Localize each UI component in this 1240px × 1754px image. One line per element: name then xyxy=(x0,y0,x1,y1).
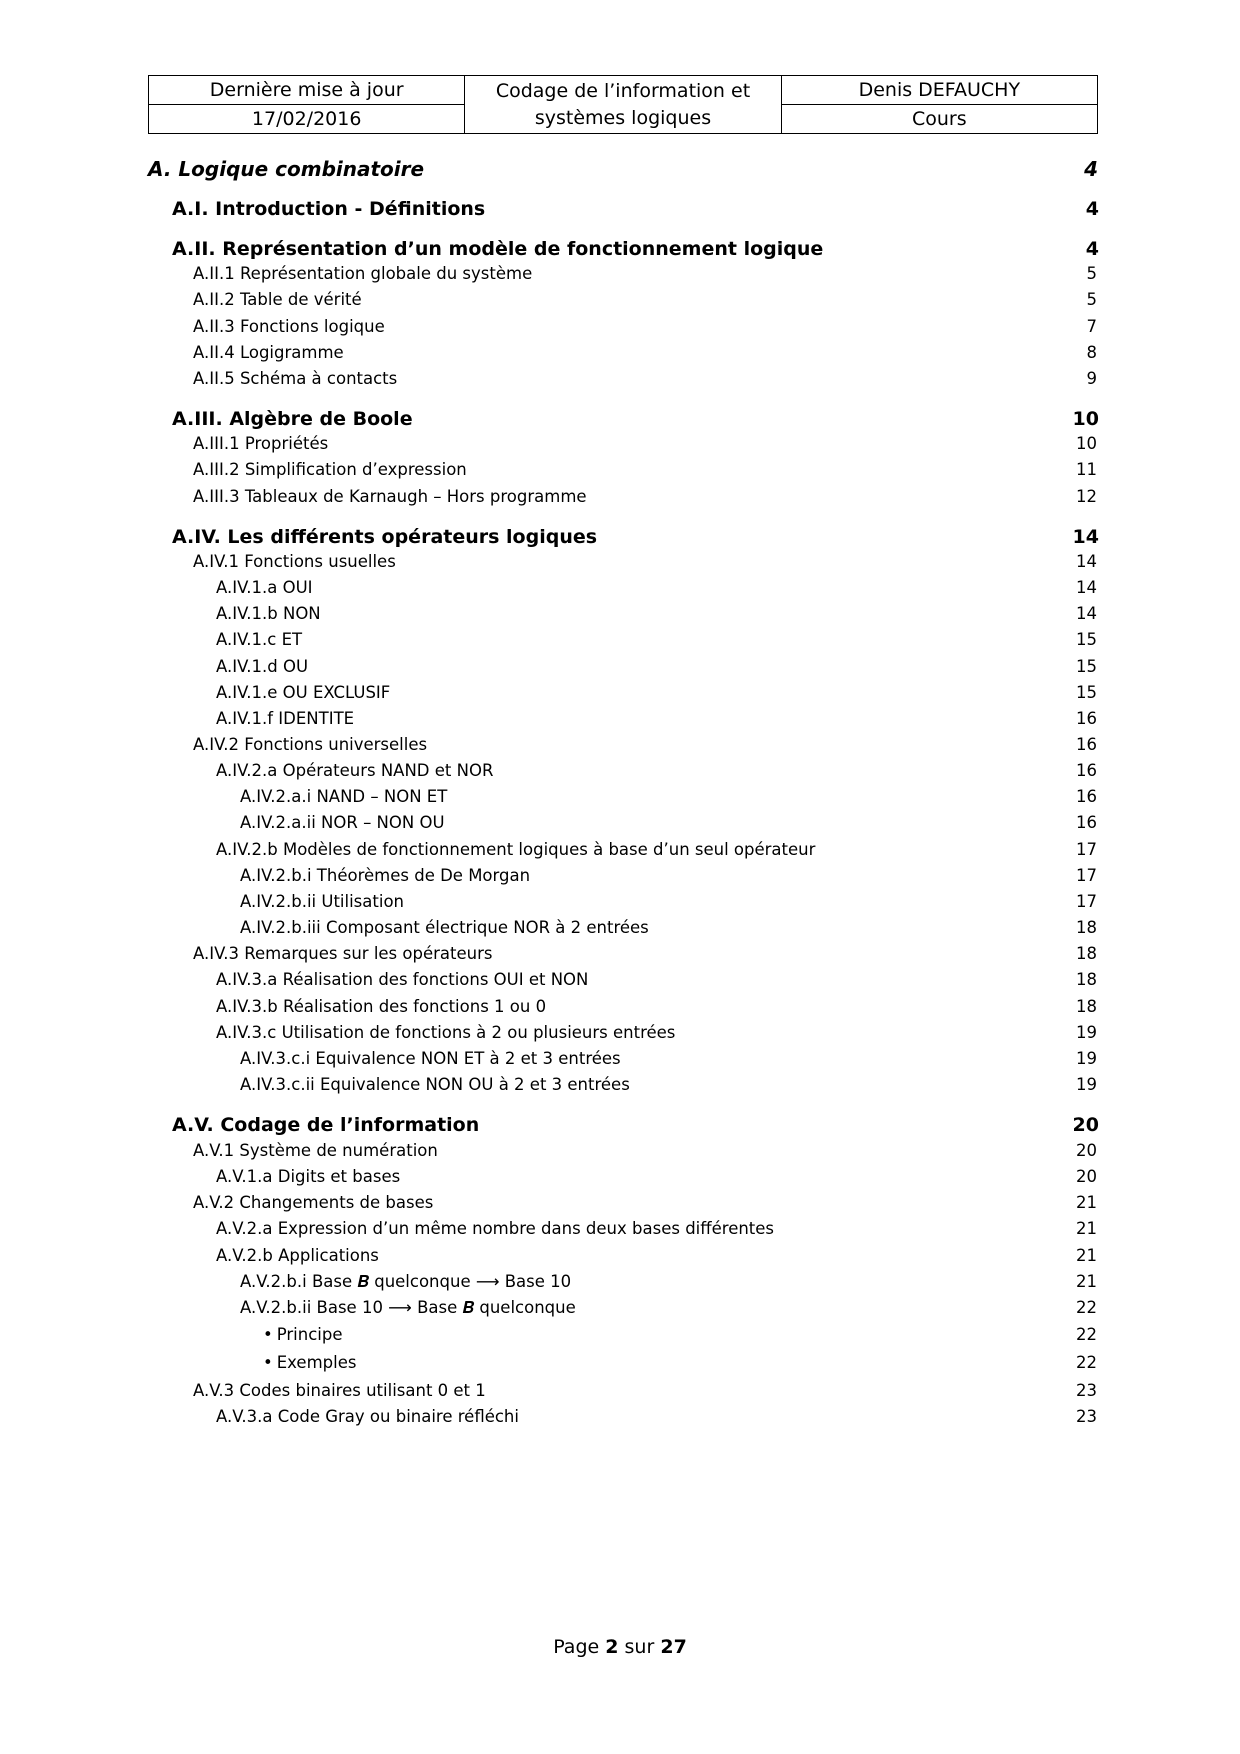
toc-entry[interactable] xyxy=(216,709,1097,728)
toc-entry-title: A.IV.2.a.ii NOR – NON OU xyxy=(240,813,445,832)
toc-entry[interactable] xyxy=(240,1272,1097,1292)
toc-entry-title: A.IV.2.a.i NAND – NON ET xyxy=(240,787,448,806)
toc-entry[interactable] xyxy=(240,1049,1097,1068)
last-update-label: Dernière mise à jour xyxy=(149,76,465,105)
toc-entry-title: A.IV.2.b.ii Utilisation xyxy=(240,892,405,911)
toc-entry-title: A.III.2 Simplification d’expression xyxy=(193,460,467,479)
toc-entry-title: A.V. Codage de l’information xyxy=(172,1114,480,1136)
toc-entry-page: 20 xyxy=(1072,1114,1099,1136)
footer-current-page: 2 xyxy=(605,1636,619,1658)
footer-total-pages: 27 xyxy=(660,1636,687,1658)
toc-entry-title: A.II.2 Table de vérité xyxy=(193,290,362,309)
footer-page-prefix: Page xyxy=(553,1636,600,1658)
toc-entry-page: 19 xyxy=(1076,1023,1097,1042)
toc-entry[interactable] xyxy=(216,578,1097,597)
toc-entry[interactable] xyxy=(216,604,1097,623)
toc-entry[interactable] xyxy=(216,761,1097,780)
toc-entry[interactable] xyxy=(216,683,1097,702)
toc-entry[interactable] xyxy=(240,1075,1097,1094)
toc-entry[interactable] xyxy=(216,1246,1097,1265)
toc-entry-page: 19 xyxy=(1076,1075,1097,1094)
toc-entry-page: 17 xyxy=(1076,892,1097,911)
toc-entry-page: 16 xyxy=(1076,735,1097,754)
toc-entry-title: A.IV.1.e OU EXCLUSIF xyxy=(216,683,391,702)
toc-entry-page: 21 xyxy=(1076,1219,1097,1238)
toc-entry[interactable] xyxy=(193,735,1097,754)
toc-entry-title: Exemples xyxy=(276,1353,357,1372)
bullet-icon: • xyxy=(263,1325,273,1344)
toc-entry[interactable] xyxy=(216,1407,1097,1426)
toc-entry-title: A.IV.1.a OUI xyxy=(216,578,313,597)
page-footer xyxy=(0,1636,1240,1658)
toc-entry-page: 18 xyxy=(1076,918,1097,937)
toc-entry-page: 23 xyxy=(1076,1407,1097,1426)
toc-entry-title: A.V.3 Codes binaires utilisant 0 et 1 xyxy=(193,1381,486,1400)
toc-entry-page: 20 xyxy=(1076,1167,1097,1186)
toc-entry-page: 5 xyxy=(1086,290,1097,309)
toc-entry-title: A.IV.1.b NON xyxy=(216,604,321,623)
toc-entry-page: 17 xyxy=(1076,866,1097,885)
toc-entry-title: A.IV.2 Fonctions universelles xyxy=(193,735,428,754)
toc-entry[interactable] xyxy=(172,408,1099,430)
toc-entry[interactable] xyxy=(263,1325,1097,1344)
toc-entry-page: 21 xyxy=(1076,1272,1097,1291)
toc-entry-title: A.IV.2.b Modèles de fonctionnement logiques à base d’un seul opérateur xyxy=(216,840,816,859)
toc-entry-title: A.IV.2.b.iii Composant électrique NOR à 2 entrées xyxy=(240,918,649,937)
toc-entry-title: A.V.2.b Applications xyxy=(216,1246,379,1265)
toc-entry[interactable] xyxy=(172,198,1099,220)
toc-entry-page: 5 xyxy=(1086,264,1097,283)
author-name: Denis DEFAUCHY xyxy=(781,76,1097,105)
toc-entry-page: 4 xyxy=(1085,238,1099,260)
toc-entry[interactable] xyxy=(193,487,1097,506)
toc-entry[interactable] xyxy=(216,840,1097,859)
toc-entry-title: A.V.2 Changements de bases xyxy=(193,1193,434,1212)
toc-entry-title: A.IV. Les différents opérateurs logiques xyxy=(172,526,598,548)
toc-entry-page: 18 xyxy=(1076,997,1097,1016)
bullet-icon: • xyxy=(263,1353,273,1372)
toc-entry-page: 12 xyxy=(1076,487,1097,506)
toc-entry-page: 8 xyxy=(1086,343,1097,362)
toc-entry-title: A.I. Introduction - Définitions xyxy=(172,198,486,220)
toc-entry[interactable] xyxy=(193,290,1097,309)
toc-entry-title: A.III.1 Propriétés xyxy=(193,434,329,453)
toc-entry-title: A.II.5 Schéma à contacts xyxy=(193,369,398,388)
toc-entry[interactable] xyxy=(216,657,1097,676)
toc-entry-page: 23 xyxy=(1076,1381,1097,1400)
toc-entry-title: A.V.1.a Digits et bases xyxy=(216,1167,401,1186)
toc-entry-title: A.IV.3.a Réalisation des fonctions OUI et NON xyxy=(216,970,589,989)
toc-entry[interactable] xyxy=(240,1298,1097,1318)
toc-entry-page: 10 xyxy=(1072,408,1099,430)
toc-entry-title: A.IV.2.b.i Théorèmes de De Morgan xyxy=(240,866,531,885)
toc-entry-page: 14 xyxy=(1072,526,1099,548)
toc-entry-title: A.V.3.a Code Gray ou binaire réfléchi xyxy=(216,1407,519,1426)
toc-entry-page: 22 xyxy=(1076,1353,1097,1372)
toc-entry[interactable] xyxy=(193,264,1097,283)
toc-entry-title: A.II.3 Fonctions logique xyxy=(193,317,385,336)
document-title-line2: systèmes logiques xyxy=(534,106,712,129)
toc-entry[interactable] xyxy=(240,918,1097,937)
toc-entry[interactable] xyxy=(193,369,1097,388)
toc-entry-page: 22 xyxy=(1076,1298,1097,1317)
toc-entry-title: A.IV.3 Remarques sur les opérateurs xyxy=(193,944,493,963)
toc-entry-page: 7 xyxy=(1086,317,1097,336)
toc-entry-title: A.III. Algèbre de Boole xyxy=(172,408,413,430)
toc-entry[interactable] xyxy=(216,1167,1097,1186)
toc-entry[interactable] xyxy=(193,460,1097,479)
toc-entry-title: A.IV.1.d OU xyxy=(216,657,309,676)
toc-entry[interactable] xyxy=(193,317,1097,336)
toc-entry-title: A.II.4 Logigramme xyxy=(193,343,344,362)
toc-entry-page: 9 xyxy=(1086,369,1097,388)
toc-entry-title: A.IV.2.a Opérateurs NAND et NOR xyxy=(216,761,494,780)
toc-entry-page: 14 xyxy=(1076,604,1097,623)
toc-entry-title: A.IV.3.c.i Equivalence NON ET à 2 et 3 entrées xyxy=(240,1049,621,1068)
toc-entry-page: 4 xyxy=(1085,198,1099,220)
toc-entry-page: 15 xyxy=(1076,630,1097,649)
toc-entry-page: 14 xyxy=(1076,552,1097,571)
toc-entry-title: A.IV.1 Fonctions usuelles xyxy=(193,552,396,571)
toc-entry-title: A.IV.1.c ET xyxy=(216,630,303,649)
footer-separator: sur xyxy=(624,1636,655,1658)
toc-entry-title: A.II. Représentation d’un modèle de fonctionnement logique xyxy=(172,238,824,260)
toc-entry-page: 4 xyxy=(1084,157,1098,181)
document-title-line1: Codage de l’information et xyxy=(495,79,751,102)
toc-entry-title: Principe xyxy=(276,1325,343,1344)
toc-entry[interactable] xyxy=(193,1141,1097,1160)
toc-entry[interactable] xyxy=(172,526,1099,548)
toc-entry[interactable] xyxy=(240,813,1097,832)
toc-entry[interactable] xyxy=(216,1023,1097,1042)
toc-entry[interactable] xyxy=(240,892,1097,911)
toc-entry-page: 20 xyxy=(1076,1141,1097,1160)
toc-entry[interactable] xyxy=(193,1193,1097,1212)
toc-entry-title: A.III.3 Tableaux de Karnaugh – Hors programme xyxy=(193,487,587,506)
toc-entry-title: A.IV.3.c Utilisation de fonctions à 2 ou plusieurs entrées xyxy=(216,1023,676,1042)
toc-entry[interactable] xyxy=(240,787,1097,806)
last-update-date: 17/02/2016 xyxy=(149,105,465,134)
toc-entry-page: 19 xyxy=(1076,1049,1097,1068)
toc-entry-page: 16 xyxy=(1076,761,1097,780)
toc-entry-page: 18 xyxy=(1076,970,1097,989)
toc-entry[interactable] xyxy=(172,1114,1099,1136)
toc-entry[interactable] xyxy=(263,1353,1097,1372)
toc-entry-title: A.IV.1.f IDENTITE xyxy=(216,709,355,728)
toc-entry-page: 21 xyxy=(1076,1193,1097,1212)
toc-entry-title: A.V.2.b.ii Base 10 ⟶ Base 𝑩 quelconque xyxy=(240,1298,576,1317)
toc-entry[interactable] xyxy=(193,1381,1097,1400)
toc-entry-page: 10 xyxy=(1076,434,1097,453)
toc-entry-page: 15 xyxy=(1076,683,1097,702)
toc-entry-page: 16 xyxy=(1076,709,1097,728)
toc-entry-title: A.V.1 Système de numération xyxy=(193,1141,438,1160)
toc-entry-page: 16 xyxy=(1076,787,1097,806)
document-type: Cours xyxy=(781,105,1097,134)
toc-entry[interactable] xyxy=(216,1219,1097,1238)
toc-entry-page: 22 xyxy=(1076,1325,1097,1344)
toc-entry-title: A. Logique combinatoire xyxy=(148,157,425,181)
toc-entry[interactable] xyxy=(172,238,1099,260)
toc-entry-page: 16 xyxy=(1076,813,1097,832)
toc-entry-title: A.V.2.b.i Base 𝑩 quelconque ⟶ Base 10 xyxy=(240,1272,572,1291)
toc-entry-page: 14 xyxy=(1076,578,1097,597)
toc-entry-page: 18 xyxy=(1076,944,1097,963)
toc-entry[interactable] xyxy=(216,630,1097,649)
toc-entry[interactable] xyxy=(216,970,1097,989)
toc-entry-page: 15 xyxy=(1076,657,1097,676)
toc-entry[interactable] xyxy=(193,434,1097,453)
toc-entry-title: A.V.2.a Expression d’un même nombre dans deux bases différentes xyxy=(216,1219,775,1238)
toc-entry[interactable] xyxy=(193,944,1097,963)
toc-entry[interactable] xyxy=(240,866,1097,885)
toc-entry[interactable] xyxy=(193,343,1097,362)
toc-entry[interactable] xyxy=(148,157,1098,181)
toc-entry-page: 17 xyxy=(1076,840,1097,859)
toc-entry-page: 11 xyxy=(1076,460,1097,479)
toc-entry-page: 21 xyxy=(1076,1246,1097,1265)
toc-entry-title: A.IV.3.b Réalisation des fonctions 1 ou 0 xyxy=(216,997,547,1016)
toc-entry[interactable] xyxy=(216,997,1097,1016)
toc-entry-title: A.II.1 Représentation globale du système xyxy=(193,264,533,283)
toc-entry[interactable] xyxy=(193,552,1097,571)
toc-entry-title: A.IV.3.c.ii Equivalence NON OU à 2 et 3 entrées xyxy=(240,1075,630,1094)
